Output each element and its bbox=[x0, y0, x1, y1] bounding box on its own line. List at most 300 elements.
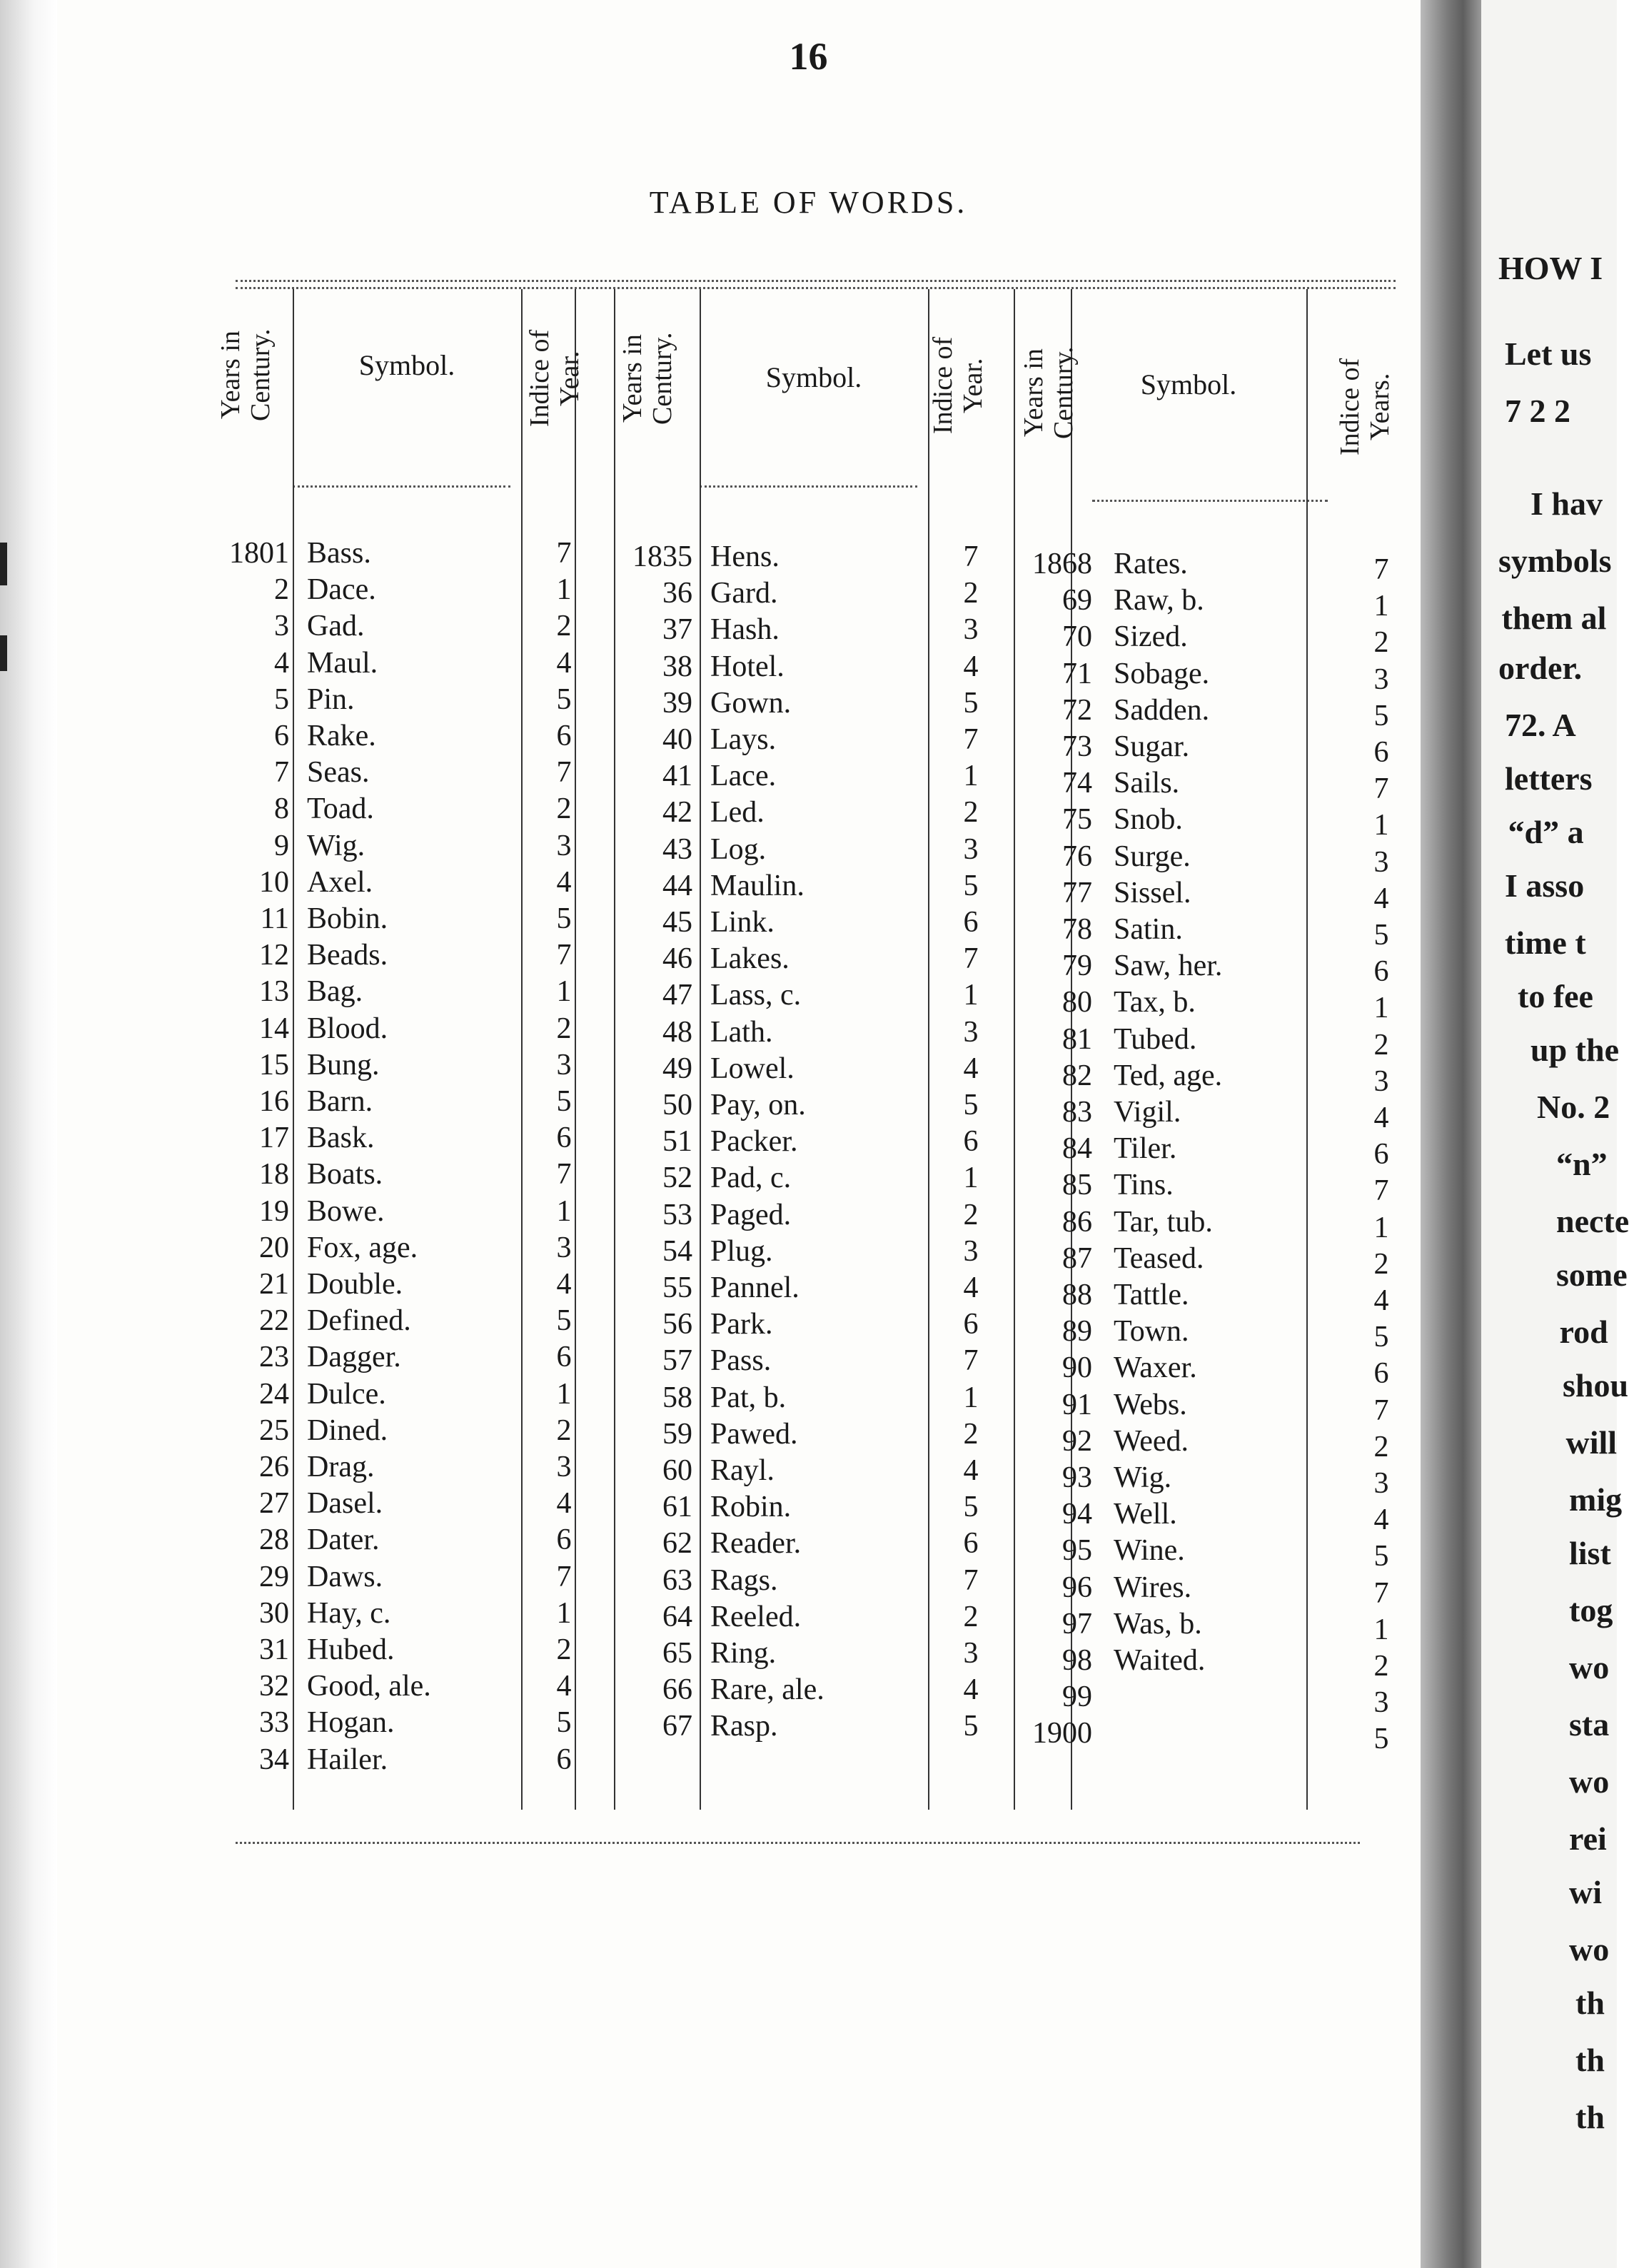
year-cell: 81 bbox=[1062, 1022, 1092, 1056]
indice-cell: 3 bbox=[963, 613, 979, 647]
symbol-cell: Webs. bbox=[1114, 1388, 1187, 1421]
symbol-cell: Sissel. bbox=[1114, 876, 1191, 909]
indice-cell: 6 bbox=[556, 1341, 572, 1374]
indice-cell: 5 bbox=[556, 1085, 572, 1118]
facing-page-line: HOW I bbox=[1498, 250, 1603, 286]
year-cell: 41 bbox=[662, 760, 692, 793]
year-cell: 88 bbox=[1062, 1279, 1092, 1311]
year-cell: 73 bbox=[1062, 730, 1092, 763]
year-cell: 1801 bbox=[229, 537, 289, 570]
year-cell: 36 bbox=[662, 577, 692, 610]
indice-cell: 3 bbox=[556, 829, 572, 862]
year-cell: 29 bbox=[259, 1560, 289, 1593]
year-cell: 1900 bbox=[1032, 1717, 1092, 1750]
facing-page-line: “n” bbox=[1556, 1146, 1608, 1182]
symbol-cell: Ring. bbox=[710, 1637, 777, 1670]
year-cell: 55 bbox=[662, 1271, 692, 1304]
year-cell: 44 bbox=[662, 869, 692, 902]
symbol-cell: Sadden. bbox=[1114, 693, 1210, 727]
facing-page-line: th bbox=[1575, 2099, 1605, 2135]
year-cell: 83 bbox=[1062, 1096, 1092, 1129]
symbol-cell: Lays. bbox=[710, 723, 777, 756]
year-cell: 13 bbox=[259, 975, 289, 1009]
column-divider bbox=[293, 289, 294, 1810]
facing-page-line: up the bbox=[1530, 1032, 1619, 1068]
symbol-cell: Pay, on. bbox=[710, 1089, 806, 1122]
symbol-cell: Tubed. bbox=[1114, 1022, 1197, 1056]
symbol-cell: Reeled. bbox=[710, 1600, 802, 1633]
indice-cell: 6 bbox=[963, 1527, 979, 1561]
symbol-cell: Packer. bbox=[710, 1125, 798, 1159]
year-cell: 77 bbox=[1062, 876, 1092, 909]
symbol-cell: Paged. bbox=[710, 1198, 792, 1231]
year-cell: 38 bbox=[662, 650, 692, 683]
facing-page-line: order. bbox=[1498, 650, 1583, 686]
symbol-cell: Toad. bbox=[307, 792, 374, 826]
indice-cell: 2 bbox=[556, 1633, 572, 1666]
symbol-cell: Defined. bbox=[307, 1304, 411, 1338]
header-years-in-century: Years in Century. bbox=[1019, 346, 1079, 439]
symbol-cell: Rates. bbox=[1114, 548, 1188, 580]
symbol-cell: Rare, ale. bbox=[710, 1673, 824, 1707]
symbol-cell: Ted, age. bbox=[1114, 1059, 1223, 1092]
symbol-cell: Tax, b. bbox=[1114, 986, 1196, 1019]
year-cell: 72 bbox=[1062, 693, 1092, 727]
indice-cell: 3 bbox=[1373, 1064, 1389, 1098]
indice-cell: 4 bbox=[963, 1454, 979, 1487]
indice-cell: 6 bbox=[556, 1122, 572, 1155]
year-cell: 1835 bbox=[632, 540, 692, 573]
indice-cell: 6 bbox=[1373, 1138, 1389, 1171]
facing-page-line: necte bbox=[1556, 1203, 1629, 1239]
indice-cell: 6 bbox=[1373, 736, 1389, 769]
year-cell: 65 bbox=[662, 1637, 692, 1670]
symbol-cell: Double. bbox=[307, 1268, 403, 1301]
year-cell: 92 bbox=[1062, 1424, 1092, 1458]
year-cell: 24 bbox=[259, 1377, 289, 1411]
facing-page-line: time t bbox=[1505, 924, 1586, 961]
header-underline bbox=[1092, 500, 1328, 502]
indice-cell: 1 bbox=[556, 1194, 572, 1228]
indice-cell: 4 bbox=[1373, 1284, 1389, 1317]
symbol-cell: Bass. bbox=[307, 537, 371, 570]
indice-cell: 2 bbox=[556, 1012, 572, 1045]
indice-cell: 5 bbox=[1373, 1321, 1389, 1354]
symbol-cell: Good, ale. bbox=[307, 1670, 431, 1703]
facing-page-line: Let us bbox=[1505, 336, 1592, 372]
indice-cell: 6 bbox=[963, 1125, 979, 1159]
symbol-cell: Lowel. bbox=[710, 1052, 795, 1085]
symbol-cell: Pannel. bbox=[710, 1271, 800, 1304]
symbol-cell: Dasel. bbox=[307, 1487, 383, 1521]
symbol-cell: Barn. bbox=[307, 1085, 373, 1118]
indice-cell: 2 bbox=[556, 792, 572, 826]
facing-page-line: wi bbox=[1569, 1874, 1602, 1910]
indice-cell: 5 bbox=[963, 686, 979, 720]
header-indice-of-year: Indice of Year. bbox=[525, 329, 585, 428]
header-symbol: Symbol. bbox=[765, 361, 862, 393]
symbol-cell: Raw, b. bbox=[1114, 584, 1204, 618]
year-cell: 89 bbox=[1062, 1315, 1092, 1349]
facing-page-line: some bbox=[1556, 1256, 1628, 1293]
indice-cell: 2 bbox=[963, 796, 979, 830]
year-cell: 5 bbox=[274, 682, 289, 716]
symbol-cell: Pass. bbox=[710, 1344, 772, 1378]
year-cell: 28 bbox=[259, 1523, 289, 1557]
year-cell: 94 bbox=[1062, 1498, 1092, 1531]
facing-page-line: tog bbox=[1569, 1592, 1613, 1628]
page-number: 16 bbox=[789, 35, 828, 78]
symbol-cell: Waited. bbox=[1114, 1644, 1206, 1677]
facing-page bbox=[1481, 0, 1629, 2268]
year-cell: 71 bbox=[1062, 657, 1092, 690]
symbol-cell: Gard. bbox=[710, 577, 778, 610]
symbol-cell: Hay, c. bbox=[307, 1596, 391, 1630]
symbol-cell: Rake. bbox=[307, 720, 376, 752]
header-indice-of-years: Indice of Years. bbox=[1335, 358, 1395, 456]
year-cell: 70 bbox=[1062, 620, 1092, 654]
year-cell: 43 bbox=[662, 832, 692, 866]
symbol-cell: Rasp. bbox=[710, 1710, 778, 1743]
book-gutter bbox=[1421, 0, 1481, 2268]
symbol-cell: Lakes. bbox=[710, 942, 790, 976]
year-cell: 34 bbox=[259, 1743, 289, 1776]
symbol-cell: Rayl. bbox=[710, 1454, 775, 1487]
symbol-cell: Lath. bbox=[710, 1015, 773, 1049]
symbol-cell: Bobin. bbox=[307, 902, 388, 935]
year-cell: 18 bbox=[259, 1158, 289, 1191]
table-top-rule bbox=[236, 280, 1396, 282]
indice-cell: 6 bbox=[556, 720, 572, 752]
column-divider bbox=[700, 289, 701, 1810]
indice-cell: 4 bbox=[556, 865, 572, 899]
facing-page-line: 72. A bbox=[1505, 707, 1576, 743]
symbol-cell: Vigil. bbox=[1114, 1096, 1181, 1129]
year-cell: 45 bbox=[662, 906, 692, 939]
facing-page-line: wo bbox=[1569, 1763, 1610, 1800]
symbol-cell: Wires. bbox=[1114, 1571, 1192, 1604]
year-cell: 33 bbox=[259, 1706, 289, 1740]
indice-cell: 2 bbox=[1373, 1430, 1389, 1463]
facing-page-line: I hav bbox=[1530, 485, 1603, 522]
year-cell: 12 bbox=[259, 939, 289, 972]
symbol-cell: Town. bbox=[1114, 1315, 1189, 1349]
indice-cell: 4 bbox=[556, 1268, 572, 1301]
header-years-in-century: Years in Century. bbox=[216, 328, 276, 421]
indice-cell: 1 bbox=[1373, 1211, 1389, 1244]
symbol-cell: Saw, her. bbox=[1114, 949, 1223, 983]
indice-cell: 1 bbox=[556, 1377, 572, 1411]
year-cell: 95 bbox=[1062, 1534, 1092, 1568]
facing-page-line: wo bbox=[1569, 1931, 1610, 1967]
year-cell: 6 bbox=[274, 720, 289, 752]
indice-cell: 4 bbox=[1373, 1102, 1389, 1134]
symbol-cell: Link. bbox=[710, 906, 775, 939]
symbol-cell: Hotel. bbox=[710, 650, 785, 683]
year-cell: 87 bbox=[1062, 1241, 1092, 1275]
indice-cell: 5 bbox=[1373, 1723, 1389, 1756]
year-cell: 42 bbox=[662, 796, 692, 830]
year-cell: 78 bbox=[1062, 913, 1092, 946]
indice-cell: 7 bbox=[963, 1344, 979, 1378]
year-cell: 82 bbox=[1062, 1059, 1092, 1092]
facing-page-line: sta bbox=[1569, 1706, 1610, 1743]
year-cell: 22 bbox=[259, 1304, 289, 1338]
indice-cell: 4 bbox=[963, 650, 979, 683]
table-title: TABLE OF WORDS. bbox=[649, 185, 968, 220]
year-cell: 99 bbox=[1062, 1680, 1092, 1714]
symbol-cell: Pat, b. bbox=[710, 1381, 787, 1414]
year-cell: 53 bbox=[662, 1198, 692, 1231]
symbol-cell: Weed. bbox=[1114, 1424, 1189, 1458]
year-cell: 30 bbox=[259, 1596, 289, 1630]
year-cell: 32 bbox=[259, 1670, 289, 1703]
symbol-cell: Dace. bbox=[307, 573, 376, 607]
symbol-cell: Bag. bbox=[307, 975, 363, 1009]
indice-cell: 3 bbox=[963, 832, 979, 866]
indice-cell: 6 bbox=[963, 906, 979, 939]
indice-cell: 2 bbox=[963, 1600, 979, 1633]
year-cell: 97 bbox=[1062, 1607, 1092, 1640]
facing-page-line: mig bbox=[1569, 1481, 1623, 1518]
symbol-cell: Wine. bbox=[1114, 1534, 1185, 1568]
symbol-cell: Hailer. bbox=[307, 1743, 388, 1776]
year-cell: 51 bbox=[662, 1125, 692, 1159]
margin-mark bbox=[0, 543, 7, 585]
symbol-cell: Seas. bbox=[307, 756, 370, 790]
facing-page-line: list bbox=[1569, 1535, 1611, 1571]
symbol-cell: Robin. bbox=[710, 1491, 792, 1524]
symbol-cell: Pad, c. bbox=[710, 1161, 792, 1195]
facing-page-line: “d” a bbox=[1508, 814, 1584, 850]
table-top-rule bbox=[236, 287, 1396, 289]
table-bottom-rule bbox=[236, 1842, 1360, 1844]
year-cell: 66 bbox=[662, 1673, 692, 1707]
indice-cell: 3 bbox=[556, 1048, 572, 1082]
indice-cell: 1 bbox=[1373, 992, 1389, 1025]
symbol-cell: Surge. bbox=[1114, 840, 1191, 873]
indice-cell: 7 bbox=[1373, 553, 1389, 586]
facing-page-line: symbols bbox=[1498, 543, 1612, 579]
symbol-cell: Tins. bbox=[1114, 1169, 1174, 1202]
column-divider bbox=[1306, 289, 1308, 1810]
symbol-cell: Sugar. bbox=[1114, 730, 1190, 763]
year-cell: 90 bbox=[1062, 1351, 1092, 1385]
symbol-cell: Dined. bbox=[307, 1413, 388, 1447]
indice-cell: 4 bbox=[556, 646, 572, 680]
indice-cell: 2 bbox=[963, 1417, 979, 1451]
year-cell: 4 bbox=[274, 646, 289, 680]
indice-cell: 2 bbox=[556, 610, 572, 643]
year-cell: 1868 bbox=[1032, 548, 1092, 580]
indice-cell: 7 bbox=[1373, 1174, 1389, 1208]
facing-page-line: letters bbox=[1505, 760, 1593, 797]
symbol-cell: Wig. bbox=[307, 829, 365, 862]
indice-cell: 4 bbox=[1373, 1503, 1389, 1537]
facing-page-line: No. 2 bbox=[1537, 1089, 1610, 1125]
indice-cell: 1 bbox=[963, 979, 979, 1012]
symbol-cell: Wig. bbox=[1114, 1461, 1172, 1494]
symbol-cell: Lace. bbox=[710, 760, 777, 793]
year-cell: 19 bbox=[259, 1194, 289, 1228]
indice-cell: 7 bbox=[556, 1158, 572, 1191]
indice-cell: 1 bbox=[556, 573, 572, 607]
indice-cell: 3 bbox=[1373, 845, 1389, 879]
indice-cell: 5 bbox=[556, 1706, 572, 1740]
left-margin bbox=[0, 0, 57, 2268]
header-indice-of-year: Indice of Year. bbox=[928, 336, 988, 435]
facing-page-line: rod bbox=[1559, 1314, 1608, 1350]
year-cell: 40 bbox=[662, 723, 692, 756]
symbol-cell: Sized. bbox=[1114, 620, 1188, 654]
year-cell: 69 bbox=[1062, 584, 1092, 618]
column-divider bbox=[928, 289, 929, 1810]
indice-cell: 1 bbox=[1373, 590, 1389, 623]
indice-cell: 6 bbox=[963, 1308, 979, 1341]
symbol-cell: Gown. bbox=[710, 686, 792, 720]
year-cell: 14 bbox=[259, 1012, 289, 1045]
year-cell: 39 bbox=[662, 686, 692, 720]
indice-cell: 7 bbox=[1373, 1576, 1389, 1610]
year-cell: 48 bbox=[662, 1015, 692, 1049]
symbol-cell: Led. bbox=[710, 796, 765, 830]
year-cell: 23 bbox=[259, 1341, 289, 1374]
year-cell: 49 bbox=[662, 1052, 692, 1085]
indice-cell: 5 bbox=[556, 902, 572, 935]
indice-cell: 2 bbox=[1373, 1028, 1389, 1062]
indice-cell: 3 bbox=[556, 1231, 572, 1264]
indice-cell: 7 bbox=[963, 540, 979, 573]
symbol-cell: Snob. bbox=[1114, 803, 1183, 837]
indice-cell: 7 bbox=[963, 723, 979, 756]
symbol-cell: Well. bbox=[1114, 1498, 1177, 1531]
margin-mark bbox=[0, 635, 7, 671]
year-cell: 52 bbox=[662, 1161, 692, 1195]
facing-page-line: I asso bbox=[1505, 867, 1585, 904]
indice-cell: 4 bbox=[556, 1487, 572, 1521]
year-cell: 85 bbox=[1062, 1169, 1092, 1202]
symbol-cell: Hogan. bbox=[307, 1706, 395, 1740]
symbol-cell: Dulce. bbox=[307, 1377, 386, 1411]
indice-cell: 1 bbox=[963, 760, 979, 793]
indice-cell: 5 bbox=[556, 682, 572, 716]
indice-cell: 6 bbox=[1373, 955, 1389, 989]
year-cell: 21 bbox=[259, 1268, 289, 1301]
year-cell: 10 bbox=[259, 865, 289, 899]
facing-page-line: th bbox=[1575, 1985, 1605, 2021]
indice-cell: 3 bbox=[556, 1451, 572, 1483]
symbol-cell: Waxer. bbox=[1114, 1351, 1197, 1385]
indice-cell: 5 bbox=[963, 869, 979, 902]
indice-cell: 7 bbox=[556, 1560, 572, 1593]
symbol-cell: Fox, age. bbox=[307, 1231, 418, 1264]
symbol-cell: Plug. bbox=[710, 1234, 773, 1268]
indice-cell: 5 bbox=[1373, 699, 1389, 732]
indice-cell: 1 bbox=[556, 975, 572, 1009]
indice-cell: 4 bbox=[556, 1670, 572, 1703]
facing-page-line: to fee bbox=[1518, 978, 1593, 1014]
indice-cell: 6 bbox=[556, 1743, 572, 1776]
symbol-cell: Was, b. bbox=[1114, 1607, 1202, 1640]
symbol-cell: Boats. bbox=[307, 1158, 383, 1191]
symbol-cell: Daws. bbox=[307, 1560, 383, 1593]
indice-cell: 2 bbox=[1373, 1247, 1389, 1281]
year-cell: 67 bbox=[662, 1710, 692, 1743]
symbol-cell: Tiler. bbox=[1114, 1132, 1177, 1166]
symbol-cell: Reader. bbox=[710, 1527, 802, 1561]
year-cell: 9 bbox=[274, 829, 289, 862]
indice-cell: 3 bbox=[1373, 1467, 1389, 1500]
year-cell: 60 bbox=[662, 1454, 692, 1487]
indice-cell: 1 bbox=[1373, 809, 1389, 842]
symbol-cell: Gad. bbox=[307, 610, 365, 643]
header-underline bbox=[293, 485, 510, 488]
facing-page-line: wo bbox=[1569, 1649, 1610, 1685]
indice-cell: 2 bbox=[556, 1413, 572, 1447]
indice-cell: 2 bbox=[963, 1198, 979, 1231]
indice-cell: 5 bbox=[963, 1491, 979, 1524]
indice-cell: 7 bbox=[963, 1563, 979, 1597]
year-cell: 74 bbox=[1062, 767, 1092, 800]
indice-cell: 2 bbox=[1373, 626, 1389, 660]
symbol-cell: Sobage. bbox=[1114, 657, 1210, 690]
indice-cell: 2 bbox=[963, 577, 979, 610]
facing-page-line: rei bbox=[1569, 1820, 1607, 1857]
indice-cell: 7 bbox=[963, 942, 979, 976]
indice-cell: 3 bbox=[963, 1234, 979, 1268]
indice-cell: 2 bbox=[1373, 1650, 1389, 1683]
year-cell: 79 bbox=[1062, 949, 1092, 983]
year-cell: 2 bbox=[274, 573, 289, 607]
year-cell: 75 bbox=[1062, 803, 1092, 837]
indice-cell: 5 bbox=[1373, 919, 1389, 952]
indice-cell: 1 bbox=[963, 1381, 979, 1414]
year-cell: 76 bbox=[1062, 840, 1092, 873]
facing-page-line: shou bbox=[1563, 1367, 1629, 1403]
symbol-cell: Teased. bbox=[1114, 1241, 1204, 1275]
indice-cell: 7 bbox=[556, 756, 572, 790]
column-divider bbox=[521, 289, 523, 1810]
symbol-cell: Dater. bbox=[307, 1523, 380, 1557]
indice-cell: 4 bbox=[1373, 882, 1389, 915]
symbol-cell: Pawed. bbox=[710, 1417, 798, 1451]
year-cell: 26 bbox=[259, 1451, 289, 1483]
year-cell: 16 bbox=[259, 1085, 289, 1118]
year-cell: 61 bbox=[662, 1491, 692, 1524]
symbol-cell: Tar, tub. bbox=[1114, 1205, 1213, 1239]
symbol-cell: Lass, c. bbox=[710, 979, 802, 1012]
symbol-cell: Sails. bbox=[1114, 767, 1180, 800]
facing-page-line: th bbox=[1575, 2042, 1605, 2078]
year-cell: 47 bbox=[662, 979, 692, 1012]
year-cell: 59 bbox=[662, 1417, 692, 1451]
year-cell: 57 bbox=[662, 1344, 692, 1378]
year-cell: 20 bbox=[259, 1231, 289, 1264]
indice-cell: 1 bbox=[963, 1161, 979, 1195]
year-cell: 15 bbox=[259, 1048, 289, 1082]
symbol-cell: Pin. bbox=[307, 682, 355, 716]
symbol-cell: Dagger. bbox=[307, 1341, 401, 1374]
year-cell: 46 bbox=[662, 942, 692, 976]
header-symbol: Symbol. bbox=[1140, 368, 1237, 400]
indice-cell: 7 bbox=[556, 939, 572, 972]
symbol-cell: Beads. bbox=[307, 939, 388, 972]
symbol-cell: Maul. bbox=[307, 646, 378, 680]
symbol-cell: Blood. bbox=[307, 1012, 388, 1045]
symbol-cell: Hens. bbox=[710, 540, 780, 573]
indice-cell: 3 bbox=[1373, 662, 1389, 696]
year-cell: 62 bbox=[662, 1527, 692, 1561]
